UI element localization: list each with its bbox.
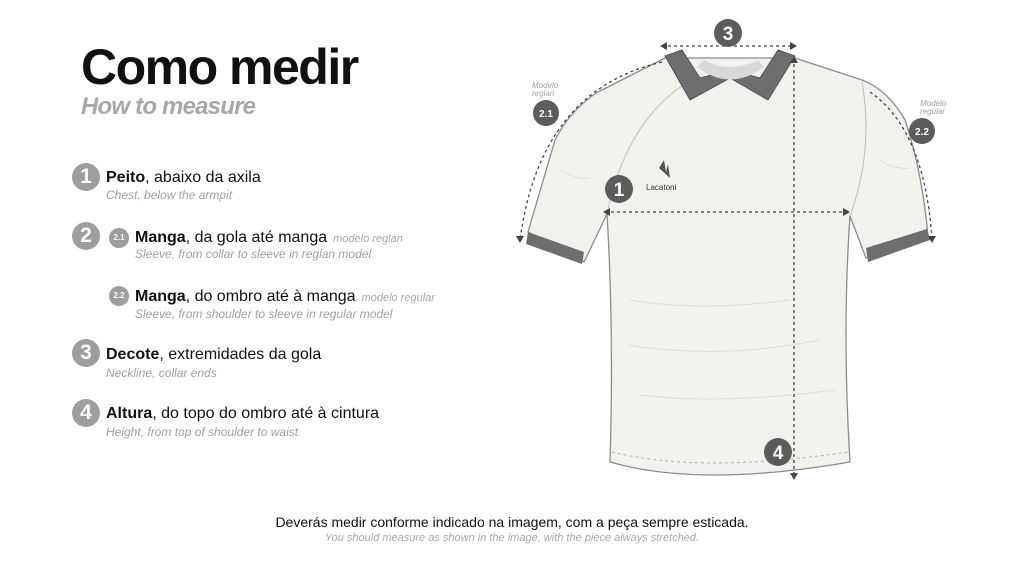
item-english: Sleeve, from shoulder to sleeve in regular model [135, 307, 393, 321]
page-title: Como medir [81, 39, 358, 95]
item-bold: Manga [135, 288, 186, 305]
label-reglan-line2: reglan [532, 89, 555, 98]
marker-4-label: 4 [772, 443, 784, 464]
label-regular-line2: regular [920, 107, 945, 116]
marker-3 [714, 19, 742, 47]
item-tag: modelo reglan [333, 233, 403, 245]
number-badge-2-1: 2.1 [109, 228, 129, 248]
item-rest: , do ombro até à manga [185, 288, 356, 305]
brand-name: Lacatoni [646, 183, 677, 192]
item-bold: Peito [106, 169, 146, 186]
item-rest: , abaixo da axila [145, 169, 261, 186]
item-rest: , da gola até manga [185, 229, 328, 246]
page-subtitle: How to measure [81, 93, 256, 120]
item-english: Neckline, collar ends [106, 366, 217, 380]
number-badge-4: 4 [72, 399, 100, 427]
number-badge-2-2: 2.2 [109, 286, 129, 306]
shirt-body [528, 58, 928, 475]
item-label [135, 289, 435, 305]
number-badge-3: 3 [72, 339, 100, 367]
marker-2-2 [909, 118, 935, 144]
marker-3-label: 3 [722, 24, 734, 45]
item-label [106, 406, 379, 422]
footer-note: Deverás medir conforme indicado na imagem, com a peça sempre esticada. [275, 514, 749, 530]
marker-1-label: 1 [613, 180, 625, 201]
number-badge-1: 1 [72, 163, 100, 191]
item-bold: Altura [106, 405, 153, 422]
marker-2-1 [533, 100, 559, 126]
item-rest: , do topo do ombro até à cintura [152, 405, 380, 422]
label-regular-line1: Modelo [920, 99, 947, 108]
item-rest: , extremidades da gola [159, 346, 322, 363]
marker-4 [764, 438, 792, 466]
item-english: Chest, below the armpit [106, 188, 233, 202]
item-english: Height, from top of shoulder to waist [106, 425, 299, 439]
shirt-measurement-diagram [500, 10, 980, 500]
marker-2-2-label: 2.2 [915, 127, 929, 138]
label-reglan-line1: Modelo [532, 81, 559, 90]
item-label [135, 230, 403, 246]
marker-2-1-label: 2.1 [539, 109, 553, 120]
item-english: Sleeve, from collar to sleeve in reglan model [135, 247, 372, 261]
footer-note-english: You should measure as shown in the image, with the piece always stretched. [324, 532, 700, 544]
item-bold: Manga [135, 229, 186, 246]
marker-1 [605, 175, 633, 203]
item-label [106, 170, 261, 186]
item-label [106, 347, 321, 363]
item-tag: modelo regular [361, 292, 435, 304]
item-bold: Decote [106, 346, 160, 363]
number-badge-2: 2 [72, 222, 100, 250]
